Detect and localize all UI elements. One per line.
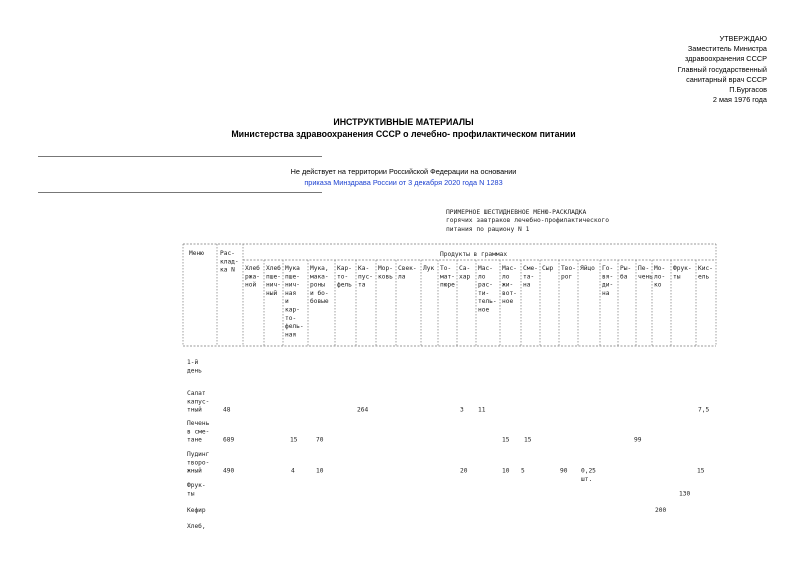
approval-line: здравоохранения СССР — [684, 54, 767, 64]
table-cell-value: 0,25 шт. — [581, 467, 596, 483]
table-cell-value: 70 — [316, 436, 324, 444]
table-cell-value: 200 — [655, 507, 667, 514]
table-cell-value: 15 — [502, 436, 510, 444]
status-notice: Не действует на территории Российской Федерации на основании — [290, 167, 517, 176]
header-column-label: Хлеб пше-нич-ный — [266, 265, 281, 297]
table-cell-value: 130 — [679, 490, 691, 498]
table-row-name: Пудинг творо-жный — [187, 451, 210, 475]
header-products-title: Продукты в граммах — [440, 251, 508, 258]
table-row-ration: 48 — [223, 406, 231, 414]
header-column-label: Го-вя-ди-на — [602, 265, 614, 297]
approval-line: Заместитель Министра — [687, 44, 767, 54]
table-cell-value: 99 — [634, 436, 642, 444]
header-column-label: Мас-ло рас-ти-тель-ное — [478, 265, 497, 314]
table-cell-value: 5 — [521, 467, 525, 475]
divider-bottom — [38, 192, 322, 193]
header-column-label: Ры-ба — [620, 265, 632, 281]
table-row-ration: 689 — [223, 436, 235, 444]
caption-line-2: горячих завтраков лечебно-профилактического — [446, 217, 610, 225]
table-row-name: Печень в сме-тане — [187, 420, 210, 444]
table-row-name: Салат капус-тный — [187, 390, 210, 414]
header-column-label: Ка-пус-та — [358, 265, 373, 289]
header-ration: Рас-клад-ка N — [220, 250, 239, 274]
table-cell-value: 15 — [697, 467, 705, 475]
approval-block — [678, 34, 767, 105]
table-cell-value: 11 — [478, 406, 486, 414]
table-cell-value: 4 — [291, 467, 295, 475]
header-column-label: Хлеб ржа-ной — [245, 265, 260, 289]
header-column-label: Мука, мака-роны и бо-бовые — [310, 265, 329, 306]
table-cell-value: 90 — [560, 467, 568, 475]
approval-line: УТВЕРЖДАЮ — [719, 34, 767, 43]
header-column-label: Сыр — [542, 265, 554, 272]
header-column-label: Мас-ло жи-вот-ное — [502, 265, 517, 306]
caption-line-1: ПРИМЕРНОЕ ШЕСТИДНЕВНОЕ МЕНЮ-РАСКЛАДКА — [446, 209, 587, 216]
header-column-label: Свек-ла — [398, 265, 417, 281]
header-column-label: Мор-ковь — [378, 265, 393, 281]
approval-line: Главный государственный — [677, 64, 767, 74]
table-row-name: Кефир — [187, 507, 206, 514]
approval-line: санитарный врач СССР — [686, 74, 767, 84]
table-cell-value: 264 — [357, 406, 369, 414]
order-link[interactable]: приказа Минздрава России от 3 декабря 2020 года N 1283 — [304, 178, 503, 187]
header-column-label: Кар-то-фель — [337, 265, 352, 289]
header-column-label: Лук — [423, 265, 435, 272]
header-column-label: Пе-чень — [638, 265, 653, 281]
header-column-label: Кис-ель — [698, 265, 713, 281]
header-column-label: То-мат-пюре — [440, 265, 455, 289]
table-cell-value: 15 — [524, 436, 532, 444]
approval-line: 2 мая 1976 года — [712, 95, 767, 105]
table-cell-value: 7,5 — [698, 406, 710, 414]
table-cell-value: 15 — [290, 436, 298, 444]
header-column-label: Са-хар — [459, 265, 471, 281]
table-cell-value: 10 — [316, 467, 324, 475]
header-column-label: Мука пше-нич-ная и кар-то-фель-ная — [285, 265, 304, 339]
document-subtitle: Министерства здравоохранения СССР о лечебно- профилактическом питании — [231, 129, 576, 139]
table-cell-value: 10 — [502, 467, 510, 475]
table-row-name: Фрук-ты — [187, 482, 206, 498]
approval-line: П.Бургасов — [729, 85, 767, 95]
table-row-name: Хлеб, — [187, 523, 206, 530]
divider-top — [38, 156, 322, 157]
header-column-label: Фрук-ты — [673, 265, 692, 281]
caption-line-3: питания по рациону N 1 — [446, 225, 530, 233]
table-cell-value: 20 — [460, 467, 468, 475]
header-column-label: Яйцо — [580, 265, 595, 272]
table-caption — [446, 209, 609, 234]
header-column-label: Мо-ло-ко — [654, 265, 666, 289]
header-column-label: Тво-рог — [561, 265, 576, 281]
header-column-label: Сме-та-на — [523, 265, 538, 289]
table-row-ration: 490 — [223, 467, 235, 475]
header-menu: Меню — [189, 250, 204, 257]
day-label: 1-й день — [187, 359, 202, 375]
document-title: ИНСТРУКТИВНЫЕ МАТЕРИАЛЫ — [333, 117, 474, 127]
table-cell-value: 3 — [460, 406, 464, 414]
